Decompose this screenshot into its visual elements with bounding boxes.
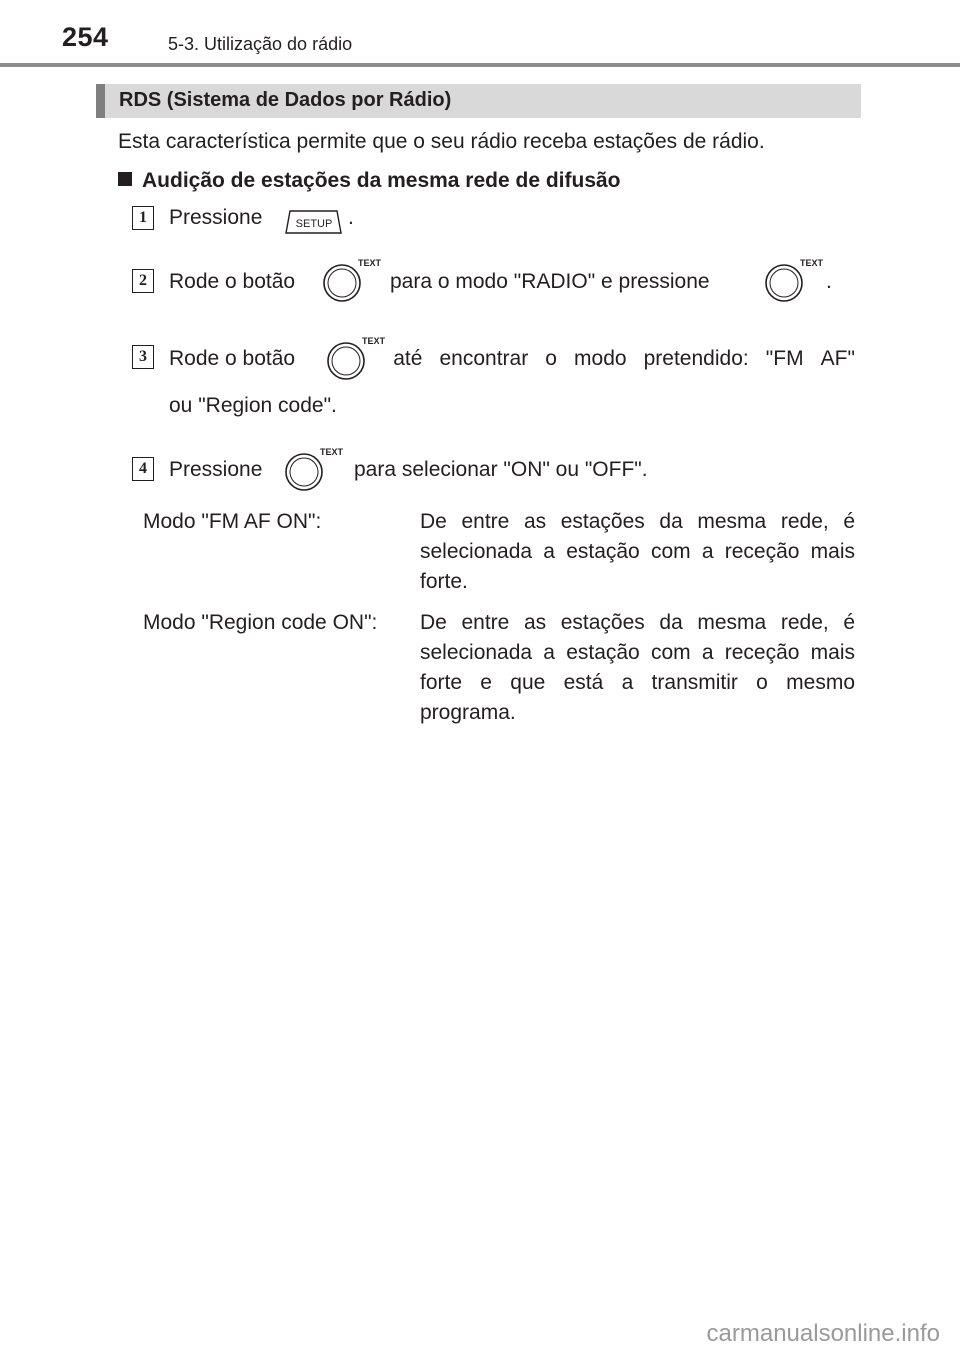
knob-text-label: TEXT xyxy=(320,447,344,457)
step-3-word: "FM xyxy=(765,347,804,370)
step-1-text-a: Pressione xyxy=(169,206,263,229)
knob-text-label: TEXT xyxy=(362,336,386,346)
step-4-text-b: para selecionar "ON" ou "OFF". xyxy=(354,458,648,481)
step-3-word: AF" xyxy=(820,347,855,370)
page-title: RDS (Sistema de Dados por Rádio) xyxy=(119,89,452,111)
step-3-word: até xyxy=(393,347,423,370)
mode-term: Modo "FM AF ON": xyxy=(143,510,322,533)
step-2-text-a: Rode o botão xyxy=(169,270,296,293)
tune-knob-icon xyxy=(284,444,346,494)
square-bullet-icon xyxy=(118,172,132,186)
header-divider xyxy=(0,63,960,67)
step-3-line-1 xyxy=(169,347,855,371)
step-number-1: 1 xyxy=(132,206,154,230)
step-3-text-a: Rode o botão xyxy=(169,347,296,370)
setup-icon-label: SETUP xyxy=(295,218,333,230)
step-2-text-b: para o modo "RADIO" e pressione xyxy=(390,270,710,293)
tune-knob-icon xyxy=(764,255,826,305)
page-number: 254 xyxy=(62,22,109,52)
watermark: carmanualsonline.info xyxy=(706,1320,940,1347)
step-number-3: 3 xyxy=(132,345,154,369)
step-number-4: 4 xyxy=(132,457,154,481)
mode-description: De entre as estações da mesma rede, é selecionada a estação com a receção mais forte e que está a transmitir o mesmo programa. xyxy=(420,611,855,724)
tune-knob-icon xyxy=(322,255,384,305)
setup-button-icon xyxy=(284,208,344,236)
mode-term: Modo "Region code ON": xyxy=(143,611,378,634)
knob-text-label: TEXT xyxy=(358,258,382,268)
step-1-text-b: . xyxy=(348,206,354,229)
title-bar xyxy=(96,84,861,118)
step-3-word: o xyxy=(545,347,557,370)
step-2-text-c: . xyxy=(826,270,832,293)
step-number-2: 2 xyxy=(132,269,154,293)
section-title: 5-3. Utilização do rádio xyxy=(168,34,353,54)
step-3-word: pretendido: xyxy=(643,347,749,370)
step-3-word: modo xyxy=(574,347,627,370)
tune-knob-icon xyxy=(326,333,388,383)
knob-text-label: TEXT xyxy=(800,258,824,268)
step-3-word: encontrar xyxy=(439,347,529,370)
subheading xyxy=(118,169,621,193)
subheading-text: Audição de estações da mesma rede de difusão xyxy=(142,169,621,192)
intro-text: Esta característica permite que o seu rádio receba estações de rádio. xyxy=(118,130,765,153)
mode-description: De entre as estações da mesma rede, é selecionada a estação com a receção mais forte. xyxy=(420,510,855,593)
step-3-text-c: ou "Region code". xyxy=(169,394,337,417)
step-4-text-a: Pressione xyxy=(169,458,263,481)
